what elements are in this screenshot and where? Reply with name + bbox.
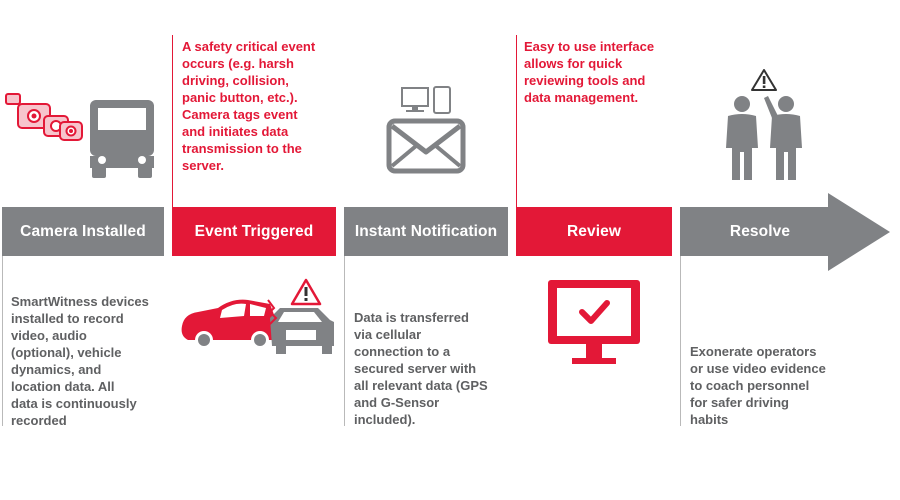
step-label: Instant Notification	[354, 222, 498, 240]
step-description-instant-notification	[354, 309, 514, 428]
desc-line: SmartWitness devices	[11, 294, 149, 309]
step-instant-notification	[344, 207, 508, 256]
desc-line: or use video evidence	[690, 361, 826, 376]
desc-line: transmission to the	[182, 141, 302, 156]
desc-line: reviewing tools and	[524, 73, 646, 88]
desc-line: included).	[354, 412, 416, 427]
devices-icon	[400, 86, 454, 114]
desc-line: recorded	[11, 413, 67, 428]
step-description-review	[524, 38, 684, 106]
desc-line: dynamics, and	[11, 362, 102, 377]
desc-line: secured server with	[354, 361, 477, 376]
divider-line	[172, 35, 173, 207]
desc-line: all relevant data (GPS	[354, 378, 488, 393]
step-event-triggered	[172, 207, 336, 256]
step-description-resolve	[690, 343, 850, 428]
step-label: Review	[566, 222, 622, 240]
desc-line: data management.	[524, 90, 639, 105]
desc-line: installed to record	[11, 311, 124, 326]
step-resolve	[690, 207, 830, 256]
desc-line: A safety critical event	[182, 39, 316, 54]
desc-line: via cellular	[354, 327, 422, 342]
desc-line: for safer driving	[690, 395, 789, 410]
desc-line: Data is transferred	[354, 310, 469, 325]
step-description-camera-installed	[11, 293, 169, 429]
desc-line: location data. All	[11, 379, 115, 394]
desc-line: Exonerate operators	[690, 344, 817, 359]
desc-line: server.	[182, 158, 224, 173]
desc-line: allows for quick	[524, 56, 623, 71]
desc-line: Easy to use interface	[524, 39, 655, 54]
desc-line: Camera tags event	[182, 107, 298, 122]
step-label: Camera Installed	[20, 222, 146, 240]
camera-icon	[4, 90, 84, 152]
step-label: Event Triggered	[194, 222, 314, 240]
divider-line	[680, 256, 681, 426]
monitor-check-icon	[546, 278, 642, 366]
desc-line: to coach personnel	[690, 378, 810, 393]
desc-line: and G-Sensor	[354, 395, 440, 410]
desc-line: panic button, etc.).	[182, 90, 298, 105]
step-camera-installed	[2, 207, 164, 256]
desc-line: occurs (e.g. harsh	[182, 56, 294, 71]
divider-line	[344, 256, 345, 426]
step-description-event-triggered	[182, 38, 347, 174]
desc-line: driving, collision,	[182, 73, 289, 88]
envelope-icon	[386, 118, 466, 174]
desc-line: (optional), vehicle	[11, 345, 122, 360]
desc-line: connection to a	[354, 344, 451, 359]
truck-icon	[88, 100, 156, 180]
step-label: Resolve	[729, 222, 791, 240]
desc-line: and initiates data	[182, 124, 289, 139]
people-icon	[720, 68, 820, 184]
divider-line	[516, 35, 517, 207]
divider-line	[2, 256, 3, 426]
desc-line: data is continuously	[11, 396, 137, 411]
desc-line: video, audio	[11, 328, 87, 343]
desc-line: habits	[690, 412, 729, 427]
warning-icon	[290, 278, 322, 306]
step-review	[516, 207, 672, 256]
